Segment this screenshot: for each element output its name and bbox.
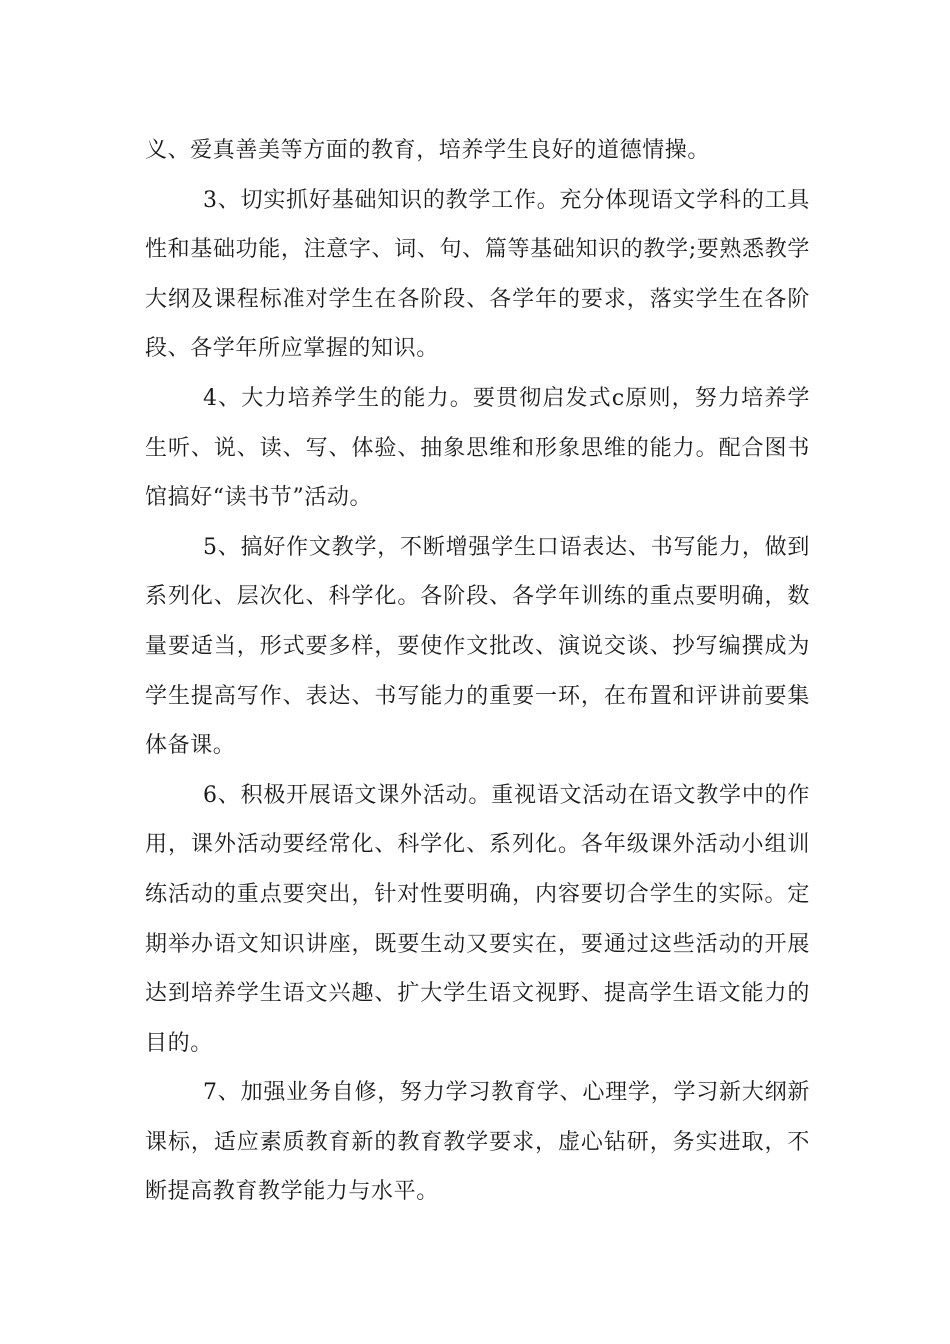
paragraph-item-4: 4、大力培养学生的能力。要贯彻启发式c原则，努力培养学生听、说、读、写、体验、抽象思维和形象思维的能力。配合图书馆搞好“读书节”活动。: [145, 385, 810, 511]
paragraph-item-7: 7、加强业务自修，努力学习教育学、心理学，学习新大纲新课标，适应素质教育新的教育教学要求，虚心钻研，务实进取，不断提高教育教学能力与水平。: [145, 1080, 810, 1205]
paragraph-item-3: 3、切实抓好基础知识的教学工作。充分体现语文学科的工具性和基础功能，注意字、词、句、篇等基础知识的教学;要熟悉教学大纲及课程标准对学生在各阶段、各学年的要求，落实学生在各阶段、各学年所应掌握的知识。: [145, 187, 810, 362]
paragraph-continuation: 义、爱真善美等方面的教育，培养学生良好的道德情操。: [145, 138, 711, 163]
paragraph-item-5: 5、搞好作文教学，不断增强学生口语表达、书写能力，做到系列化、层次化、科学化。各阶段、各学年训练的重点要明确，数量要适当，形式要多样，要使作文批改、演说交谈、抄写编撰成为学生提高写作、表达、书写能力的重要一环，在布置和评讲前要集体备课。: [145, 534, 810, 759]
document-body: [145, 126, 810, 1217]
paragraph-item-6: 6、积极开展语文课外活动。重视语文活动在语文教学中的作用，课外活动要经常化、科学化、系列化。各年级课外活动小组训练活动的重点要突出，针对性要明确，内容要切合学生的实际。定期举办语文知识讲座，既要生动又要实在，要通过这些活动的开展达到培养学生语文兴趣、扩大学生语文视野、提高学生语文能力的目的。: [145, 782, 810, 1056]
